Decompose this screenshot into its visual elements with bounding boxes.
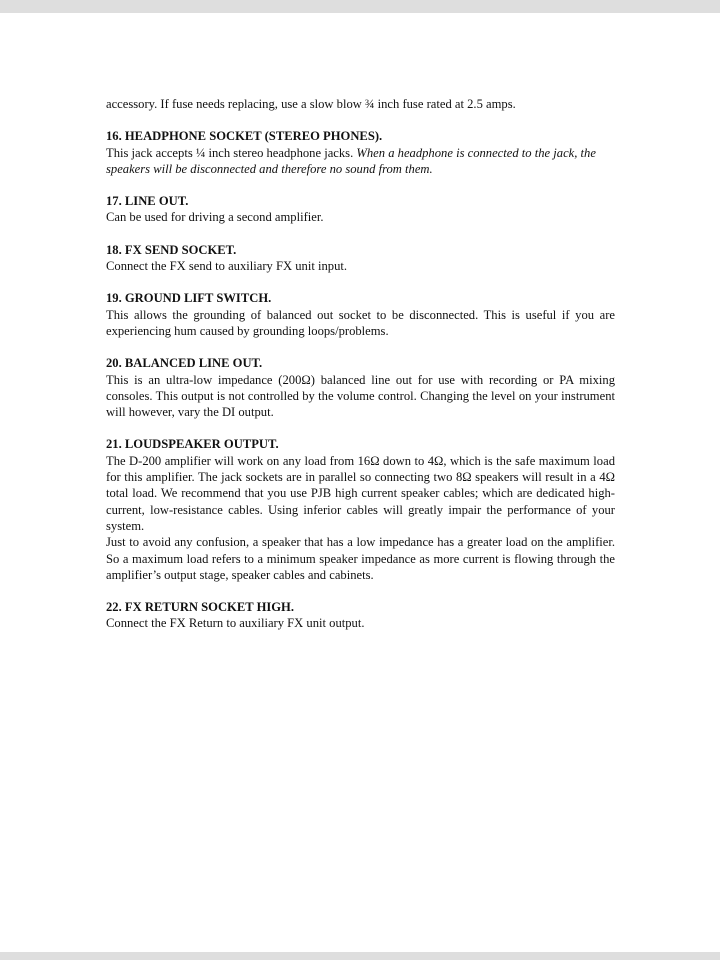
section-fx-send-socket [106, 242, 615, 275]
section-body-second: Just to avoid any confusion, a speaker that has a low impedance has a greater load on the amplifier. So a maximum load refers to a minimum speaker impedance as more current is flowing through the amplifier’s output stage, speaker cables and cabinets. [106, 535, 615, 582]
section-body-text: This jack accepts ¼ inch stereo headphone jacks. [106, 145, 354, 160]
section-heading: 19. GROUND LIFT SWITCH. [106, 291, 272, 306]
section-headphone-socket [106, 128, 615, 177]
section-heading: 16. HEADPHONE SOCKET (STEREO PHONES). [106, 129, 383, 144]
section-body-italic: When a headphone is connected to the jack, the speakers will be disconnected and therefore no sound from them. [106, 145, 596, 176]
intro-paragraph: accessory. If fuse needs replacing, use a slow blow ¾ inch fuse rated at 2.5 amps. [106, 97, 516, 111]
section-body: This is an ultra-low impedance (200Ω) balanced line out for use with recording or PA mixing consoles. This output is not controlled by the volume control. Changing the level on your instrument will however, vary the DI output. [106, 372, 615, 420]
section-body: Connect the FX Return to auxiliary FX unit output. [106, 616, 365, 631]
section-body: Connect the FX send to auxiliary FX unit input. [106, 259, 348, 274]
section-loudspeaker-output [106, 436, 615, 583]
section-body: This allows the grounding of balanced out socket to be disconnected. This is useful if you are experiencing hum caused by grounding loops/problems. [106, 307, 615, 338]
section-heading: 17. LINE OUT. [106, 194, 189, 209]
section-heading: 18. FX SEND SOCKET. [106, 242, 237, 257]
bottom-border [0, 952, 720, 960]
section-balanced-line-out [106, 355, 615, 420]
section-heading: 21. LOUDSPEAKER OUTPUT. [106, 437, 279, 452]
section-body: The D-200 amplifier will work on any load from 16Ω down to 4Ω, which is the safe maximum load for this amplifier. The jack sockets are in parallel so connecting two 8Ω speakers will result in a 4Ω total load. We recommend that you use PJB high current speaker cables; which are dedicated high-current, low-resistance cables. Using inferior cables will greatly impair the performance of your system. [106, 453, 615, 533]
section-heading: 22. FX RETURN SOCKET HIGH. [106, 600, 295, 615]
document-page [106, 96, 615, 648]
section-body [106, 145, 615, 178]
section-line-out [106, 193, 615, 226]
section-heading: 20. BALANCED LINE OUT. [106, 356, 263, 371]
section-body: Can be used for driving a second amplifier. [106, 210, 324, 225]
section-fx-return-socket [106, 599, 615, 632]
section-ground-lift-switch [106, 290, 615, 339]
top-border [0, 0, 720, 13]
